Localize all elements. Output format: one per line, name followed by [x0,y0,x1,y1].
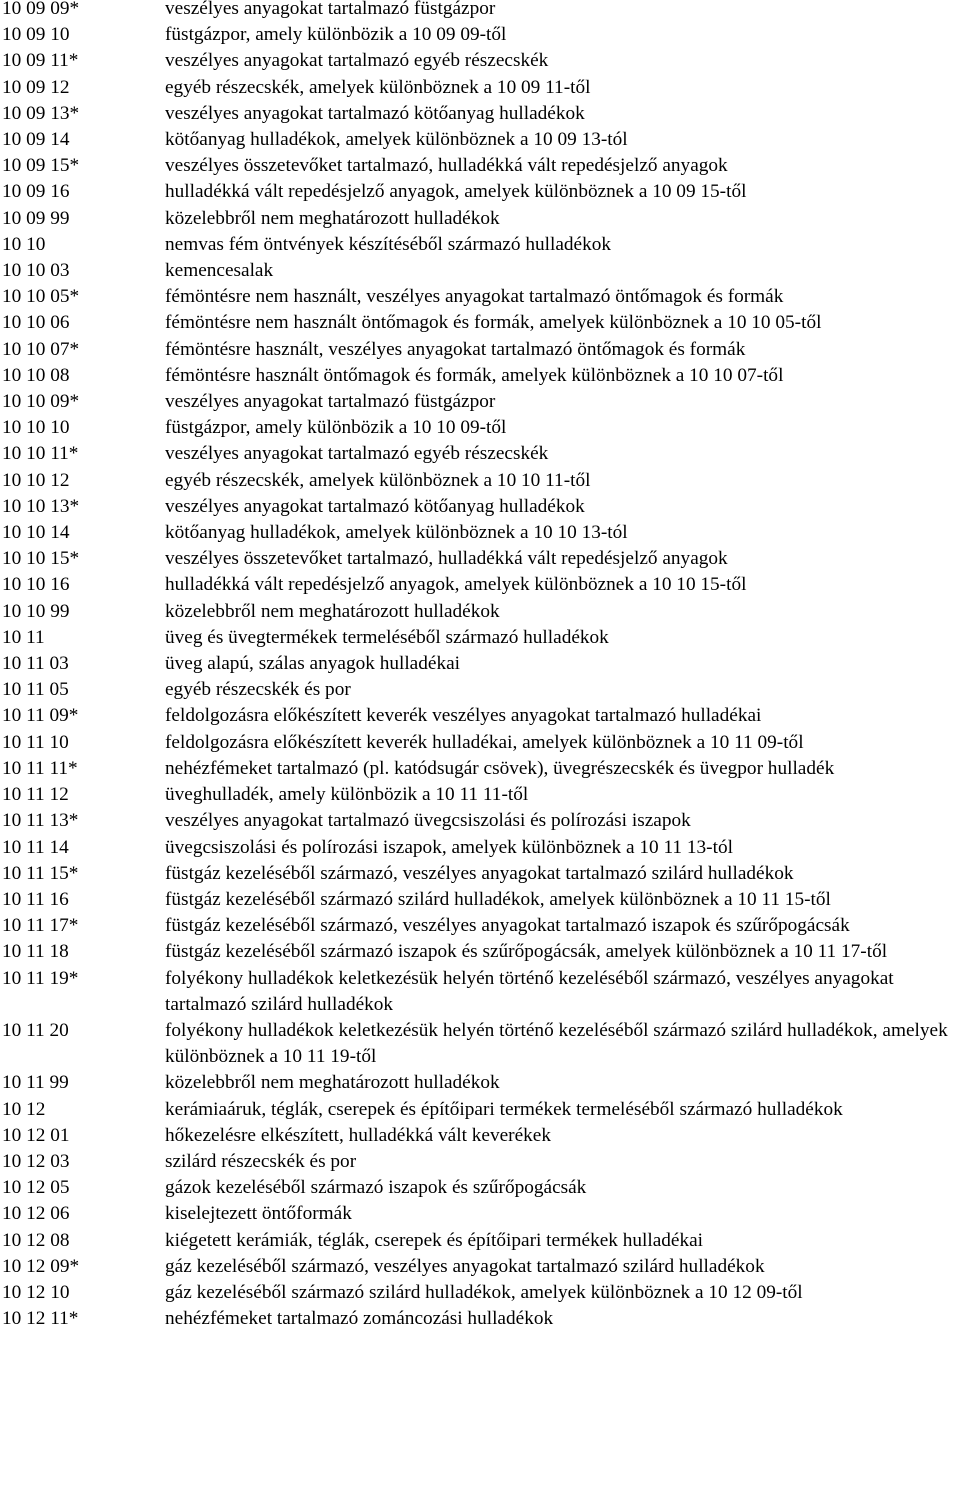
waste-description: kiégetett kerámiák, téglák, cserepek és építőipari termékek hulladékai [165,1229,704,1251]
waste-description: gáz kezeléséből származó, veszélyes anyagokat tartalmazó szilárd hulladékok [165,1255,765,1277]
list-item [0,1306,960,1332]
waste-code: 10 11 03 [2,653,69,675]
list-item [0,441,960,467]
list-item [0,808,960,834]
waste-description: kemencesalak [165,260,274,282]
list-item [0,966,960,1018]
waste-code: 10 12 10 [2,1281,70,1303]
waste-code: 10 12 03 [2,1150,70,1172]
waste-description: feldolgozásra előkészített keverék hulladékai, amelyek különböznek a 10 11 09-től [165,731,804,753]
list-item [0,1280,960,1306]
waste-description: folyékony hulladékok keletkezésük helyén történő kezeléséből származó szilárd hulladékok, amelyek különböznek a 10 11 19-től [165,1019,948,1068]
waste-description: kötőanyag hulladékok, amelyek különböznek a 10 09 13-tól [165,129,628,151]
waste-code: 10 09 12 [2,76,70,98]
waste-description: veszélyes anyagokat tartalmazó füstgázpor [165,391,496,413]
list-item [0,782,960,808]
list-item [0,310,960,336]
list-item [0,1254,960,1280]
waste-code: 10 10 07* [2,338,80,360]
list-item [0,703,960,729]
list-item [0,677,960,703]
waste-description: veszélyes anyagokat tartalmazó füstgázpor [165,0,496,19]
list-item [0,494,960,520]
list-item [0,0,960,22]
waste-code: 10 10 05* [2,286,80,308]
list-item [0,1123,960,1149]
waste-code: 10 09 09* [2,0,80,19]
list-item [0,101,960,127]
waste-code: 10 11 09* [2,705,79,727]
waste-code: 10 10 03 [2,260,70,282]
list-item [0,337,960,363]
waste-description: fémöntésre nem használt öntőmagok és formák, amelyek különböznek a 10 10 05-től [165,312,822,334]
list-item [0,625,960,651]
waste-code: 10 10 10 [2,417,70,439]
waste-description: közelebbről nem meghatározott hulladékok [165,207,500,229]
waste-code: 10 09 13* [2,102,80,124]
waste-code: 10 10 08 [2,364,70,386]
list-item [0,48,960,74]
waste-code: 10 11 19* [2,967,79,989]
waste-description: üveg alapú, szálas anyagok hulladékai [165,653,460,675]
waste-description: üvegcsiszolási és polírozási iszapok, amelyek különböznek a 10 11 13-tól [165,836,733,858]
list-item [0,913,960,939]
waste-code: 10 09 14 [2,129,70,151]
waste-description: üveghulladék, amely különbözik a 10 11 11-től [165,784,529,806]
waste-code: 10 11 10 [2,731,69,753]
waste-code: 10 09 16 [2,181,70,203]
waste-description: hulladékká vált repedésjelző anyagok, amelyek különböznek a 10 09 15-től [165,181,747,203]
waste-code: 10 11 99 [2,1072,69,1094]
waste-code: 10 09 11* [2,50,79,72]
waste-code: 10 11 12 [2,784,69,806]
waste-description: fémöntésre használt, veszélyes anyagokat tartalmazó öntőmagok és formák [165,338,746,360]
waste-code: 10 10 11* [2,443,79,465]
list-item [0,258,960,284]
waste-description: közelebbről nem meghatározott hulladékok [165,600,500,622]
waste-description: közelebbről nem meghatározott hulladékok [165,1072,500,1094]
waste-code: 10 12 11* [2,1308,79,1330]
list-item [0,861,960,887]
list-item [0,1097,960,1123]
waste-code: 10 12 05 [2,1177,70,1199]
list-item [0,179,960,205]
waste-code: 10 10 06 [2,312,70,334]
list-item [0,730,960,756]
waste-code: 10 09 10 [2,24,70,46]
waste-description: veszélyes összetevőket tartalmazó, hulladékká vált repedésjelző anyagok [165,155,728,177]
list-item [0,284,960,310]
waste-code: 10 11 18 [2,941,69,963]
waste-description: veszélyes anyagokat tartalmazó egyéb részecskék [165,443,549,465]
waste-code: 10 10 15* [2,548,80,570]
waste-code: 10 10 13* [2,495,80,517]
waste-description: fémöntésre nem használt, veszélyes anyagokat tartalmazó öntőmagok és formák [165,286,784,308]
waste-description: nehézfémeket tartalmazó (pl. katódsugár csövek), üvegrészecskék és üvegpor hulladék [165,757,835,779]
waste-code: 10 11 13* [2,810,79,832]
waste-description: üveg és üvegtermékek termeléséből származó hulladékok [165,626,609,648]
waste-code: 10 10 16 [2,574,70,596]
waste-description: füstgáz kezeléséből származó, veszélyes anyagokat tartalmazó iszapok és szűrőpogácsák [165,915,850,937]
waste-code: 10 12 09* [2,1255,80,1277]
list-item [0,22,960,48]
list-item [0,206,960,232]
waste-description: egyéb részecskék, amelyek különböznek a 10 09 11-től [165,76,591,98]
waste-code: 10 09 15* [2,155,80,177]
waste-description: gáz kezeléséből származó szilárd hulladékok, amelyek különböznek a 10 12 09-től [165,1281,803,1303]
waste-code: 10 09 99 [2,207,70,229]
list-item [0,389,960,415]
waste-code: 10 10 12 [2,469,70,491]
waste-code: 10 12 08 [2,1229,70,1251]
list-item [0,415,960,441]
list-item [0,232,960,258]
waste-code: 10 11 16 [2,888,69,910]
waste-description: kiselejtezett öntőformák [165,1203,352,1225]
list-item [0,835,960,861]
waste-description: szilárd részecskék és por [165,1150,357,1172]
list-item [0,1018,960,1070]
waste-description: hulladékká vált repedésjelző anyagok, amelyek különböznek a 10 10 15-től [165,574,747,596]
list-item [0,1070,960,1096]
waste-description: veszélyes anyagokat tartalmazó kötőanyag hulladékok [165,102,585,124]
waste-description: kötőanyag hulladékok, amelyek különböznek a 10 10 13-tól [165,522,628,544]
waste-description: nehézfémeket tartalmazó zománcozási hulladékok [165,1308,554,1330]
list-item [0,468,960,494]
waste-description: füstgáz kezeléséből származó szilárd hulladékok, amelyek különböznek a 10 11 15-től [165,888,831,910]
waste-code: 10 11 [2,626,45,648]
waste-description: füstgázpor, amely különbözik a 10 09 09-től [165,24,507,46]
list-item [0,75,960,101]
waste-code: 10 12 [2,1098,46,1120]
list-item [0,520,960,546]
waste-description: veszélyes összetevőket tartalmazó, hulladékká vált repedésjelző anyagok [165,548,728,570]
list-item [0,887,960,913]
waste-code: 10 10 99 [2,600,70,622]
waste-description: fémöntésre használt öntőmagok és formák, amelyek különböznek a 10 10 07-től [165,364,784,386]
waste-code: 10 11 11* [2,757,78,779]
list-item [0,572,960,598]
waste-description: nemvas fém öntvények készítéséből származó hulladékok [165,233,611,255]
waste-code: 10 10 14 [2,522,70,544]
list-item [0,1228,960,1254]
list-item [0,651,960,677]
waste-code: 10 11 14 [2,836,69,858]
waste-description: veszélyes anyagokat tartalmazó üvegcsiszolási és polírozási iszapok [165,810,691,832]
list-item [0,1175,960,1201]
waste-code: 10 10 09* [2,391,80,413]
waste-code: 10 12 01 [2,1124,70,1146]
waste-code: 10 10 [2,233,46,255]
waste-code: 10 12 06 [2,1203,70,1225]
list-item [0,1149,960,1175]
list-item [0,363,960,389]
waste-description: egyéb részecskék, amelyek különböznek a 10 10 11-től [165,469,591,491]
list-item [0,1201,960,1227]
list-item [0,756,960,782]
waste-description: füstgáz kezeléséből származó iszapok és szűrőpogácsák, amelyek különböznek a 10 11 17-től [165,941,888,963]
waste-description: egyéb részecskék és por [165,679,351,701]
list-item [0,939,960,965]
waste-code: 10 11 15* [2,862,79,884]
waste-description: hőkezelésre elkészített, hulladékká vált keverékek [165,1124,551,1146]
waste-code: 10 11 17* [2,915,79,937]
waste-description: füstgázpor, amely különbözik a 10 10 09-től [165,417,507,439]
waste-code: 10 11 05 [2,679,69,701]
waste-description: gázok kezeléséből származó iszapok és szűrőpogácsák [165,1177,587,1199]
waste-description: veszélyes anyagokat tartalmazó kötőanyag hulladékok [165,495,585,517]
waste-description: füstgáz kezeléséből származó, veszélyes anyagokat tartalmazó szilárd hulladékok [165,862,794,884]
list-item [0,153,960,179]
waste-description: folyékony hulladékok keletkezésük helyén történő kezeléséből származó, veszélyes anyagokat tartalmazó szilárd hulladékok [165,967,894,1015]
list-item [0,127,960,153]
waste-description: kerámiaáruk, téglák, cserepek és építőipari termékek termeléséből származó hulladékok [165,1098,843,1120]
list-item [0,599,960,625]
waste-description: veszélyes anyagokat tartalmazó egyéb részecskék [165,50,549,72]
waste-description: feldolgozásra előkészített keverék veszélyes anyagokat tartalmazó hulladékai [165,705,762,727]
list-item [0,546,960,572]
waste-code: 10 11 20 [2,1019,69,1041]
